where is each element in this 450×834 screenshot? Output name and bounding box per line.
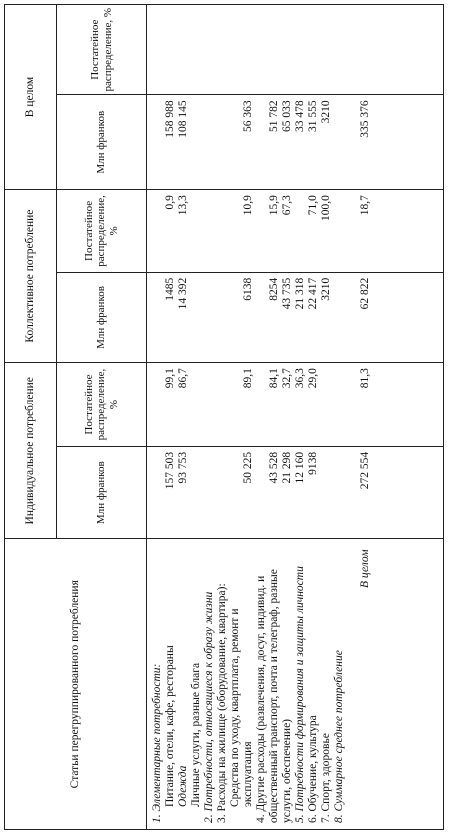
col-mln-7b: 3210 xyxy=(320,277,332,301)
col-pct-total: 18,7 xyxy=(359,195,371,216)
ind-mln-1a: 157 503 xyxy=(164,451,176,490)
ind-pct-7: 29,0 xyxy=(307,368,319,389)
col-pct-4: 15,9 xyxy=(268,195,280,216)
ind-pct-1a: 99,1 xyxy=(164,368,176,389)
row-2-label: 2. Потребности, относящиеся к образу жизни xyxy=(203,591,215,823)
ind-mln-3a: 50 225 xyxy=(242,451,254,484)
ind-pct-total: 81,3 xyxy=(359,368,371,389)
col-pct-1a: 0,9 xyxy=(164,195,176,210)
ind-mln-column xyxy=(147,446,444,539)
group-collective-header: Коллективное потребление xyxy=(5,190,57,363)
col-mln-1b: 14 392 xyxy=(177,277,189,310)
col-mln-4: 8254 xyxy=(268,277,280,301)
items-column xyxy=(147,539,444,830)
col-pct-1b: 13,3 xyxy=(177,195,189,216)
tot-mln-1a: 158 988 xyxy=(164,100,176,138)
ind-mln-6: 12 160 xyxy=(294,451,306,484)
col-pct-7b: 100,0 xyxy=(320,195,332,221)
consumption-table xyxy=(4,4,444,830)
tot-mln-5: 65 033 xyxy=(281,100,293,133)
ind-mln-header: Млн франков xyxy=(57,446,147,539)
tot-mln-column xyxy=(147,95,444,190)
tot-mln-7b: 3210 xyxy=(320,100,332,124)
group-individual-header: Индивидуальное потребление xyxy=(5,363,57,539)
tot-mln-6: 33 478 xyxy=(294,100,306,133)
ind-mln-1b: 93 753 xyxy=(177,451,189,484)
col-mln-7: 22 417 xyxy=(307,277,319,310)
tot-mln-total: 335 376 xyxy=(359,100,371,138)
ind-pct-6: 36,3 xyxy=(294,368,306,389)
tot-share-column xyxy=(147,5,444,95)
col-pct-7: 71,0 xyxy=(307,195,319,216)
ind-pct-3a: 89,1 xyxy=(242,368,254,389)
tot-mln-4: 51 782 xyxy=(268,100,280,133)
row-3a-label-2: эксплуатация xyxy=(242,741,254,807)
tot-mln-header: Млн франков xyxy=(57,95,147,190)
ind-share-column xyxy=(147,363,444,447)
col-pct-3a: 10,9 xyxy=(242,195,254,216)
ind-mln-4: 43 528 xyxy=(268,451,280,484)
col-mln-6: 21 318 xyxy=(294,277,306,310)
row-4-label-1: 4. Другие расходы (развлечения, досуг, индивид. и xyxy=(255,575,267,823)
row-3a-label-1: Средства по уходу, квартплата, ремонт и xyxy=(229,608,241,807)
tot-mln-3a: 56 363 xyxy=(242,100,254,133)
ind-mln-7: 9138 xyxy=(307,451,319,475)
row-1-label: 1. Элементарные потребности: xyxy=(151,663,163,823)
tot-share-header: Постатейное распределение, % xyxy=(57,5,147,95)
ind-pct-4: 84,1 xyxy=(268,368,280,389)
ind-mln-5: 21 298 xyxy=(281,451,293,484)
col-mln-5: 43 735 xyxy=(281,277,293,310)
group-total-header: В целом xyxy=(5,5,57,190)
row-3-label: 3. Расходы на жилище (оборудование, квартира): xyxy=(216,583,228,823)
row-1b-label: Одежда xyxy=(177,765,189,807)
ind-share-header: Постатейное распределение, % xyxy=(57,363,147,447)
ind-mln-total: 272 554 xyxy=(359,451,371,490)
row-1a-label: Питание, отели, кафе, рестораны xyxy=(164,645,176,807)
col-mln-1a: 1485 xyxy=(164,277,176,301)
col-pct-6 xyxy=(294,195,307,267)
row-1c-label: Личные услуги, разные блага xyxy=(190,662,202,807)
col-share-column xyxy=(147,190,444,273)
row-8-label: 8. Суммарное среднее потребление xyxy=(333,650,345,823)
row-5-label: 5. Потребности формирования и защиты личности xyxy=(294,566,306,823)
col-share-header: Постатейное распределение, % xyxy=(57,190,147,273)
total-label: В целом xyxy=(359,549,371,588)
ind-pct-1b: 86,7 xyxy=(177,368,189,389)
items-column-header: Статьи перегруппированного потребления xyxy=(5,539,147,830)
col-mln-column xyxy=(147,272,444,362)
col-mln-header: Млн франков xyxy=(57,272,147,362)
col-pct-5: 67,3 xyxy=(281,195,293,216)
col-mln-total: 62 822 xyxy=(359,277,371,310)
ind-pct-5: 32,7 xyxy=(281,368,293,389)
row-4-label-3: услуги, обеспечение) xyxy=(281,718,293,823)
row-6-label: 6. Обучение, культура xyxy=(307,715,319,823)
tot-mln-1b: 108 145 xyxy=(177,100,189,138)
col-mln-3a: 6138 xyxy=(242,277,254,301)
row-4-label-2: общественный транспорт, почта и телеграф, разные xyxy=(268,569,280,823)
tot-mln-7: 31 555 xyxy=(307,100,319,133)
row-7-label: 7. Спорт, здоровье xyxy=(320,733,332,823)
